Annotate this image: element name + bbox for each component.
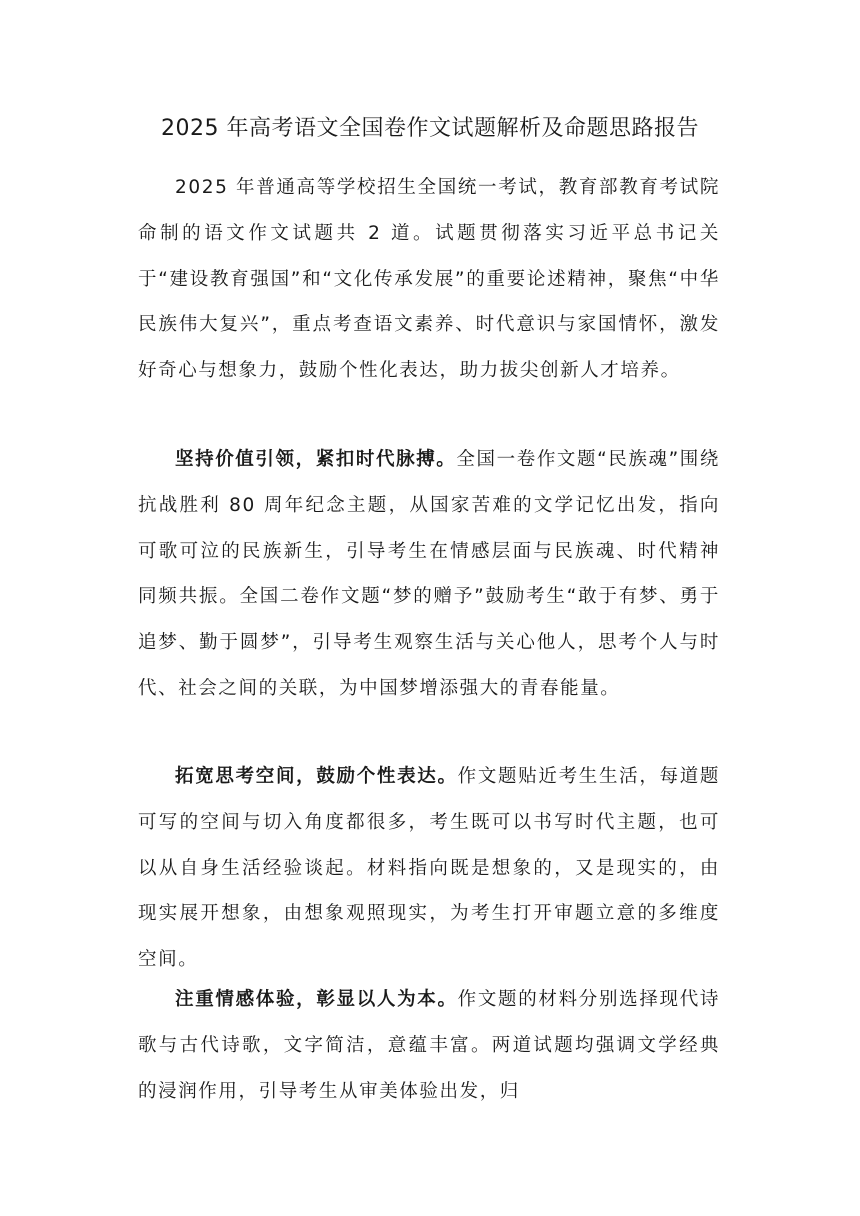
paragraph-body: 全国一卷作文题“民族魂”围绕抗战胜利 80 周年纪念主题，从国家苦难的文学记忆出发，指向可歌可泣的民族新生，引导考生在情感层面与民族魂、时代精神同频共振。全国二卷作文题“梦的赠予”鼓励考生“敢于有梦、勇于追梦、勤于圆梦”，引导考生观察生活与关心他人，思考个人与时代、社会之间的关联，为中国梦增添强大的青春能量。 [138, 449, 720, 699]
paragraph-body: 作文题的材料分别选择现代诗歌与古代诗歌，文字简洁，意蕴丰富。两道试题均强调文学经典的浸润作用，引导考生从审美体验出发，归 [138, 989, 720, 1102]
paragraph-intro [138, 165, 720, 394]
paragraph-value-guidance [138, 437, 720, 712]
paragraph-lead: 拓宽思考空间，鼓励个性表达。 [175, 766, 458, 787]
paragraph-emotional-experience [138, 977, 720, 1114]
paragraph-body: 2025 年普通高等学校招生全国统一考试，教育部教育考试院命制的语文作文试题共 2 道。试题贯彻落实习近平总书记关于“建设教育强国”和“文化传承发展”的重要论述精神，聚焦“中华民族伟大复兴”，重点考查语文素养、时代意识与家国情怀，激发好奇心与想象力，鼓励个性化表达，助力拔尖创新人才培养。 [138, 177, 720, 382]
paragraph-body: 作文题贴近考生生活，每道题可写的空间与切入角度都很多，考生既可以书写时代主题，也可以从自身生活经验谈起。材料指向既是想象的，又是现实的，由现实展开想象，由想象观照现实，为考生打开审题立意的多维度空间。 [138, 766, 720, 971]
paragraph-thinking-space [138, 754, 720, 983]
paragraph-lead: 坚持价值引领，紧扣时代脉搏。 [175, 449, 457, 470]
document-title: 2025 年高考语文全国卷作文试题解析及命题思路报告 [161, 116, 699, 141]
paragraph-lead: 注重情感体验，彰显以人为本。 [175, 989, 458, 1010]
